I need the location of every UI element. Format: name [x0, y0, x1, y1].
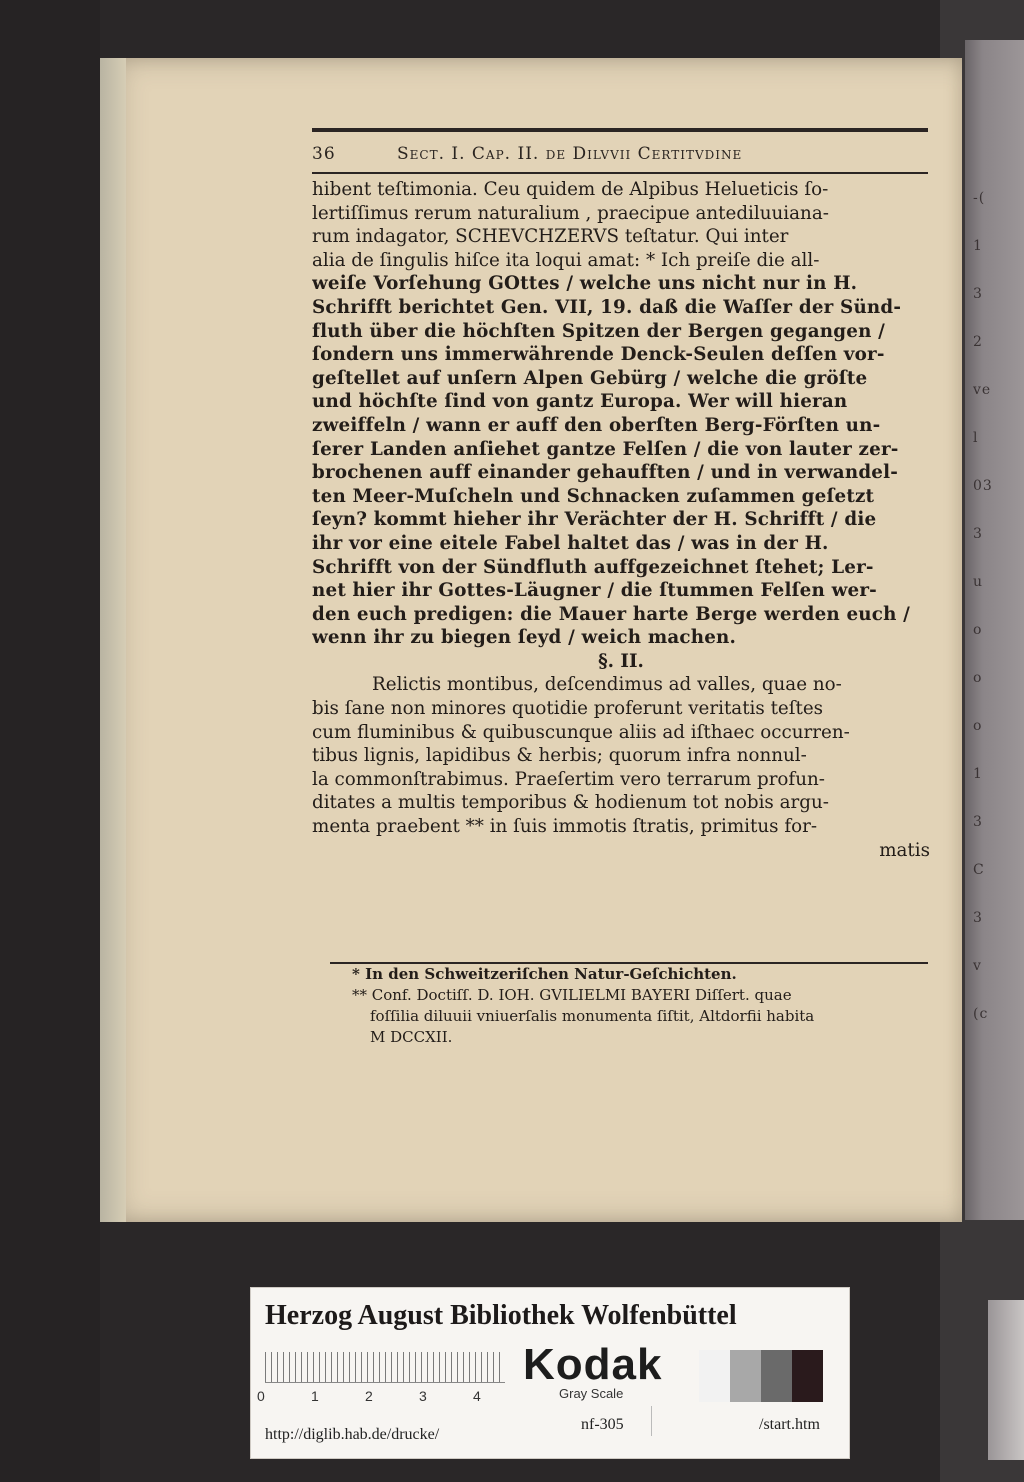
footnote-line: foſſilia diluuii vniuerſalis monumenta ſiſtit, Altdorfii habita — [370, 1007, 815, 1025]
text-line: la commonſtrabimus. Praeſertim vero terrarum profun- — [312, 768, 825, 790]
facing-text-fragment: o — [973, 622, 983, 638]
ruler-number: 4 — [473, 1388, 481, 1404]
text-line: zweiffeln / wann er auff den oberſten Berg-Förſten un- — [312, 414, 881, 436]
ruler-number: 0 — [257, 1388, 265, 1404]
footnote-line: * In den Schweitzeriſchen Natur-Geſchichten. — [352, 965, 737, 983]
facing-text-fragment: v — [973, 958, 982, 974]
facing-text-fragment: ve — [973, 382, 992, 398]
text-line: ſeyn? kommt hieher ihr Verächter der H. Schrifft / die — [312, 509, 877, 531]
gray-swatches — [699, 1350, 823, 1402]
text-line: ſerer Landen anſiehet gantze Felſen / die von lauter zer- — [312, 438, 899, 460]
text-line: geſtellet auf unſern Alpen Gebürg / welche die gröſte — [312, 367, 868, 389]
facing-text-fragment: l — [973, 430, 979, 446]
facing-text-fragment: 3 — [973, 910, 983, 926]
shelfmark: nf-305 — [581, 1416, 624, 1433]
text-line: lertiſſimus rerum naturalium , praecipue antediluuiana- — [312, 202, 829, 224]
adjacent-card-edge — [988, 1300, 1024, 1460]
facing-text-fragment: 03 — [973, 478, 993, 494]
body-text — [312, 178, 930, 862]
text-line: Schrifft berichtet Gen. VII, 19. daß die Waſſer der Sünd- — [312, 296, 902, 318]
text-line: tibus lignis, lapidibus & herbis; quorum infra nonnul- — [312, 745, 807, 767]
text-line: ihr vor eine eitele Fabel haltet das / was in der H. — [312, 532, 829, 554]
kodak-label-card — [250, 1287, 850, 1459]
ruler-number: 1 — [311, 1388, 319, 1404]
page-gutter — [100, 58, 126, 1222]
text-line: alia de ſingulis hiſce ita loqui amat: * Ich preiſe die all- — [312, 249, 820, 271]
text-line: Relictis montibus, deſcendimus ad valles, quae no- — [372, 674, 842, 696]
text-line: ſondern uns immerwährende Denck-Seulen deſſen vor- — [312, 344, 885, 366]
text-line: cum fluminibus & quibuscunque aliis ad iſthaec occurren- — [312, 721, 850, 743]
top-rule — [312, 128, 928, 132]
text-line: fluth über die höchſten Spitzen der Bergen gegangen / — [312, 320, 886, 342]
footnote-line: ** Conf. Doctiſſ. D. IOH. GVILIELMI BAYERI Diſſert. quae — [352, 986, 792, 1004]
facing-text-fragment: 1 — [973, 238, 983, 254]
facing-text-fragment: 3 — [973, 286, 983, 302]
library-name: Herzog August Bibliothek Wolfenbüttel — [265, 1300, 737, 1331]
ruler-labels — [257, 1388, 507, 1408]
text-line: wenn ihr zu biegen ſeyd / weich machen. — [312, 627, 737, 649]
facing-text-fragment: o — [973, 670, 983, 686]
url-suffix: /start.htm — [759, 1416, 820, 1433]
text-line: matis — [879, 839, 930, 861]
text-line: rum indagator, SCHEVCHZERVS teſtatur. Qui inter — [312, 226, 789, 248]
facing-text-fragment: 1 — [973, 766, 983, 782]
ruler-number: 3 — [419, 1388, 427, 1404]
facing-text-fragment: 3 — [973, 526, 983, 542]
text-line: ditates a multis temporibus & hodienum tot nobis argu- — [312, 792, 829, 814]
source-url: http://diglib.hab.de/drucke/ — [265, 1426, 440, 1443]
text-line: bis ſane non minores quotidie proferunt veritatis teſtes — [312, 698, 824, 720]
gray-swatch — [761, 1350, 792, 1402]
gray-swatch — [730, 1350, 761, 1402]
footnote-line: M DCCXII. — [370, 1028, 453, 1046]
facing-text-fragment: 2 — [973, 334, 983, 350]
text-line: menta praebent ** in ſuis immotis ſtratis, primitus for- — [312, 816, 818, 838]
text-line: den euch predigen: die Mauer harte Berge werden euch / — [312, 603, 911, 625]
text-line: weiſe Vorſehung GOttes / welche uns nicht nur in H. — [312, 273, 858, 295]
facing-text-fragment: 3 — [973, 814, 983, 830]
text-line: net hier ihr Gottes-Läugner / die ſtummen Felſen wer- — [312, 580, 877, 602]
scan-background-left — [0, 0, 100, 1482]
text-line: brochenen auff einander gehaufften / und in verwandel- — [312, 462, 899, 484]
facing-text-fragment: C — [973, 862, 985, 878]
text-line: und höchſte ſind von gantz Europa. Wer will hieran — [312, 391, 848, 413]
scale-ruler — [265, 1352, 505, 1383]
ruler-number: 2 — [365, 1388, 373, 1404]
kodak-logo: Kodak — [523, 1340, 663, 1389]
facing-text-fragment: -( — [973, 190, 986, 206]
page-number: 36 — [312, 144, 336, 164]
text-line: hibent teſtimonia. Ceu quidem de Alpibus Helueticis ſo- — [312, 179, 829, 200]
text-line: §. II. — [598, 650, 644, 672]
gray-swatch — [699, 1350, 730, 1402]
footnotes — [352, 964, 932, 1048]
facing-text-fragment: u — [973, 574, 984, 590]
header-rule — [312, 172, 928, 174]
gray-swatch — [792, 1350, 823, 1402]
card-divider — [651, 1406, 652, 1436]
gray-scale-label: Gray Scale — [559, 1386, 624, 1401]
running-header — [312, 140, 928, 170]
text-line: Schrifft von der Sündfluth auffgezeichnet ſtehet; Ler- — [312, 556, 874, 578]
facing-text-fragment: (c — [973, 1006, 989, 1022]
running-title: Sect. I. Cap. II. de Dilvvii Certitvdine — [397, 144, 743, 164]
facing-text-fragment: o — [973, 718, 983, 734]
facing-page-edge — [965, 40, 1024, 1220]
text-line: ten Meer-Muſcheln und Schnacken zuſammen geſetzt — [312, 485, 875, 507]
